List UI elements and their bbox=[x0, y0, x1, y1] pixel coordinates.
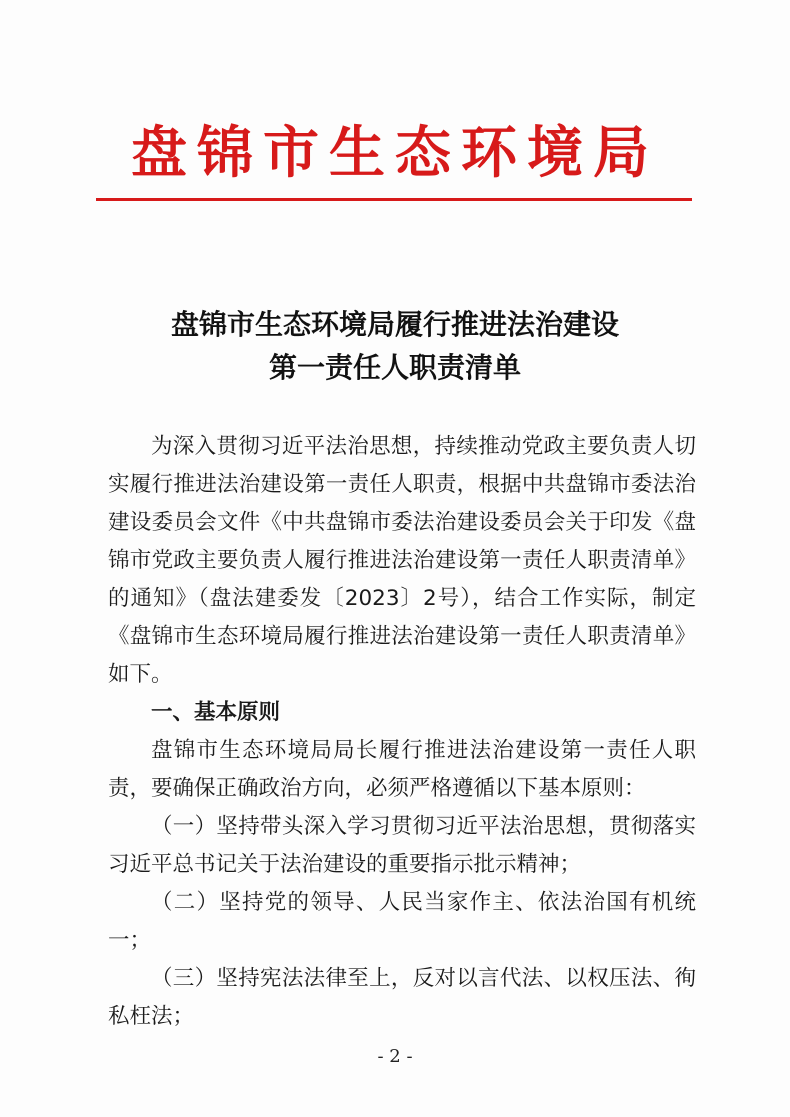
red-divider-line bbox=[96, 198, 692, 201]
section-heading-basic-principles: 一、基本原则 bbox=[151, 700, 281, 725]
principle-item-1: （一）坚持带头深入学习贯彻习近平法治思想，贯彻落实习近平总书记关于法治建设的重要指示批示精神； bbox=[108, 814, 696, 877]
principle-item-3: （三）坚持宪法法律至上，反对以言代法、以权压法、徇私枉法； bbox=[108, 966, 696, 1029]
intro-paragraph: 为深入贯彻习近平法治思想，持续推动党政主要负责人切实履行推进法治建设第一责任人职责，根据中共盘锦市委法治建设委员会文件《中共盘锦市委法治建设委员会关于印发《盘锦市党政主要负责人履行推进法治建设第一责任人职责清单》的通知》（盘法建委发〔2023〕2号），结合工作实际，制定《盘锦市生态环境局履行推进法治建设第一责任人职责清单》如下。 bbox=[108, 434, 696, 687]
document-body bbox=[108, 428, 696, 1036]
section-intro-paragraph: 盘锦市生态环境局局长履行推进法治建设第一责任人职责，要确保正确政治方向，必须严格遵循以下基本原则： bbox=[108, 738, 696, 801]
document-title-line-1: 盘锦市生态环境局履行推进法治建设 bbox=[170, 308, 619, 341]
page-number: - 2 - bbox=[377, 1046, 413, 1067]
document-title-line-2: 第一责任人职责清单 bbox=[268, 351, 521, 384]
principle-item-2: （二）坚持党的领导、人民当家作主、依法治国有机统一； bbox=[108, 890, 696, 953]
issuing-organization-header: 盘锦市生态环境局 bbox=[131, 120, 659, 186]
